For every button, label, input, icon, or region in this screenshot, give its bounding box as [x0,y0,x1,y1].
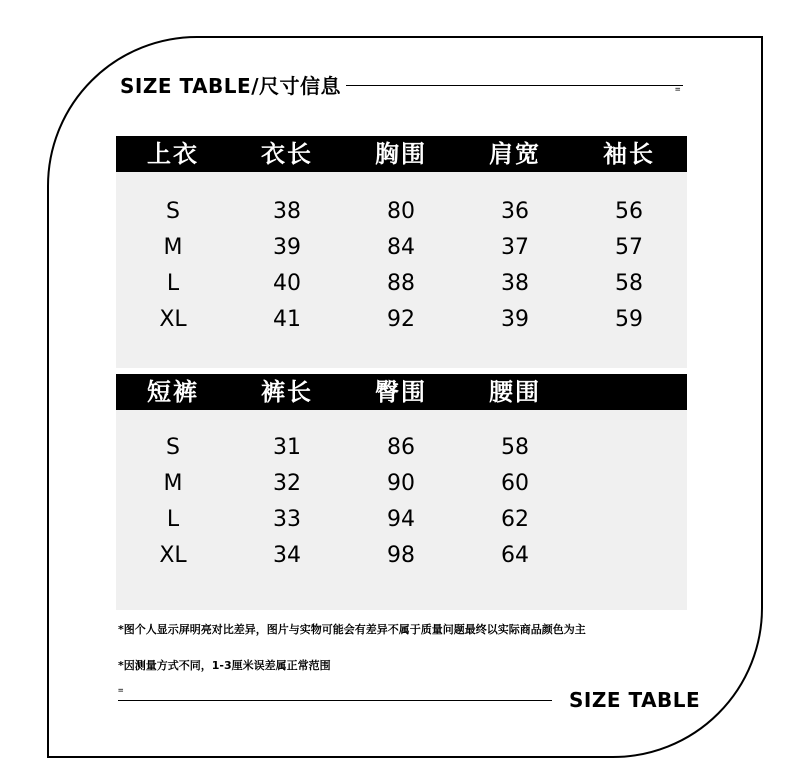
bottom-size-table [116,374,687,610]
value-cell: 41 [273,307,301,332]
header-cell: 袖长 [603,139,655,168]
value-cell: 36 [501,199,529,224]
value-cell: 59 [615,307,643,332]
top-size-table [116,136,687,368]
decorative-mark: = [118,686,124,696]
value-cell: 37 [501,235,529,260]
value-cell: 31 [273,435,301,460]
value-cell: 64 [501,543,529,568]
size-cell: XL [159,543,187,568]
value-cell: 38 [501,271,529,296]
size-cell: S [166,435,180,460]
value-cell: 92 [387,307,415,332]
value-cell: 86 [387,435,415,460]
value-cell: 80 [387,199,415,224]
decorative-mark: = [675,85,681,95]
value-cell: 40 [273,271,301,296]
value-cell: 57 [615,235,643,260]
value-cell: 32 [273,471,301,496]
header-cell: 臀围 [375,377,427,406]
size-cell: L [166,507,180,532]
size-cell: M [163,235,183,260]
value-cell: 56 [615,199,643,224]
size-cell: XL [159,307,187,332]
value-cell: 88 [387,271,415,296]
bottom-divider [118,700,552,701]
header-cell: 肩宽 [489,139,541,168]
value-cell: 84 [387,235,415,260]
value-cell: 90 [387,471,415,496]
bottom-table-header [116,374,687,410]
header-cell: 胸围 [375,139,427,168]
title-divider [346,85,683,86]
page-title: SIZE TABLE/尺寸信息 [120,74,341,98]
header-cell: 短裤 [147,377,199,406]
value-cell: 58 [615,271,643,296]
value-cell: 33 [273,507,301,532]
size-cell: S [166,199,180,224]
measurement-note: *因测量方式不同，1-3厘米误差属正常范围 [118,659,331,672]
value-cell: 94 [387,507,415,532]
disclaimer-note: *图个人显示屏明亮对比差异，图片与实物可能会有差异不属于质量问题最终以实际商品颜色为主 [118,623,586,636]
value-cell: 38 [273,199,301,224]
value-cell: 62 [501,507,529,532]
value-cell: 60 [501,471,529,496]
value-cell: 39 [273,235,301,260]
value-cell: 98 [387,543,415,568]
size-cell: M [163,471,183,496]
bottom-title: SIZE TABLE [569,688,701,712]
header-cell: 上衣 [147,139,199,168]
header-cell: 衣长 [261,139,313,168]
value-cell: 58 [501,435,529,460]
header-cell: 裤长 [261,377,313,406]
size-cell: L [166,271,180,296]
value-cell: 34 [273,543,301,568]
value-cell: 39 [501,307,529,332]
header-cell: 腰围 [489,377,541,406]
top-table-header [116,136,687,172]
